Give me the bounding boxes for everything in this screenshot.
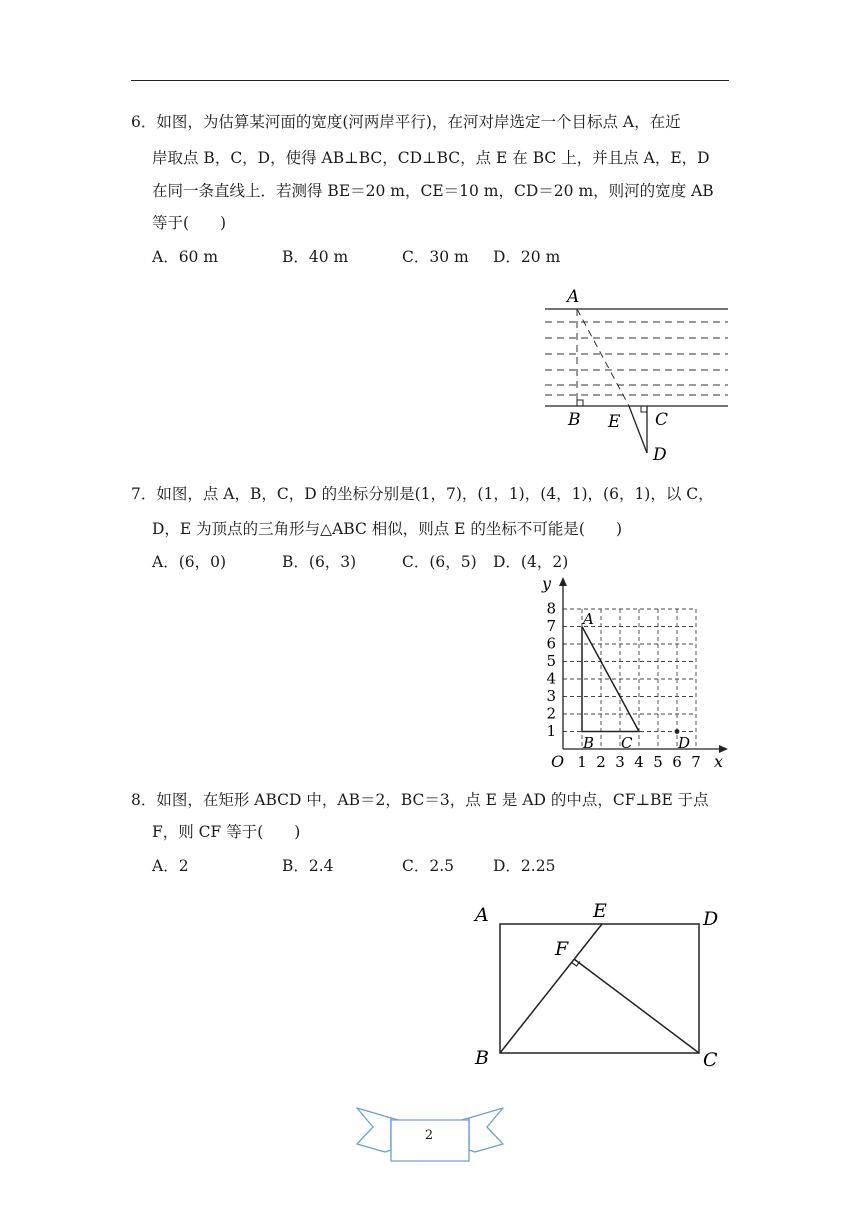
q6-label-a: A xyxy=(567,287,580,307)
q8-option-c[interactable]: C．2.5 xyxy=(402,857,455,875)
q7-y-tick: 6 xyxy=(546,634,556,653)
q7-x-axis-label: x xyxy=(714,752,724,771)
q7-option-b[interactable]: B．(6，3) xyxy=(282,553,357,571)
q7-x-tick: 1 xyxy=(577,753,587,771)
q6-line-2: 岸取点 B，C，D，使得 AB⊥BC，CD⊥BC，点 E 在 BC 上，并且点 A，E，D xyxy=(152,149,710,167)
q6-label-d: D xyxy=(653,445,667,465)
q7-line-1: 7．如图，点 A，B，C，D 的坐标分别是(1，7)，(1，1)，(4，1)，(6，1)，以 C， xyxy=(131,485,714,503)
q8-label-f: F xyxy=(555,938,569,960)
q7-y-tick: 1 xyxy=(546,722,556,740)
q8-rectangle-figure xyxy=(465,893,730,1078)
q8-option-d[interactable]: D．2.25 xyxy=(493,857,556,875)
q6-option-c[interactable]: C．30 m xyxy=(402,248,469,266)
q7-x-tick: 5 xyxy=(653,753,663,771)
q6-label-c: C xyxy=(655,410,669,430)
q6-label-e: E xyxy=(608,412,621,432)
page-number: 2 xyxy=(424,1128,434,1143)
q7-x-tick: 7 xyxy=(691,753,701,771)
q8-label-c: C xyxy=(703,1049,718,1071)
q8-label-a: A xyxy=(475,904,489,926)
q7-option-a[interactable]: A．(6，0) xyxy=(152,553,227,571)
q7-y-axis-label: y xyxy=(542,574,552,593)
q7-y-tick: 4 xyxy=(546,669,556,688)
q8-label-b: B xyxy=(475,1047,489,1069)
q7-y-tick: 7 xyxy=(546,617,556,635)
q7-label-c: C xyxy=(621,734,633,752)
q8-label-e: E xyxy=(593,900,607,922)
q7-label-d: D xyxy=(678,734,691,752)
q6-label-b: B xyxy=(568,410,581,430)
header-rule xyxy=(131,80,729,81)
q6-line-1: 6．如图，为估算某河面的宽度(河两岸平行)，在河对岸选定一个目标点 A，在近 xyxy=(131,113,681,131)
q7-y-tick: 3 xyxy=(546,687,556,705)
q7-origin-label: O xyxy=(551,752,565,771)
q7-y-tick: 8 xyxy=(546,599,556,618)
q7-label-b: B xyxy=(583,734,595,752)
q7-option-c[interactable]: C．(6，5) xyxy=(402,553,477,571)
q7-coordinate-figure xyxy=(540,572,740,777)
q7-x-tick: 4 xyxy=(634,753,644,771)
q8-option-a[interactable]: A．2 xyxy=(152,857,189,875)
q7-x-tick: 3 xyxy=(615,753,625,771)
q8-line-2: F，则 CF 等于( ) xyxy=(152,823,301,841)
q6-option-b[interactable]: B．40 m xyxy=(282,248,349,266)
q6-line-3: 在同一条直线上．若测得 BE＝20 m，CE＝10 m，CD＝20 m，则河的宽度 AB xyxy=(152,182,714,200)
q7-x-tick: 2 xyxy=(596,753,606,771)
q8-line-1: 8．如图，在矩形 ABCD 中，AB＝2，BC＝3，点 E 是 AD 的中点，CF⊥BE 于点 xyxy=(131,791,709,809)
q7-y-tick: 2 xyxy=(546,704,556,723)
q8-label-d: D xyxy=(703,908,719,930)
q6-option-d[interactable]: D．20 m xyxy=(493,248,561,266)
q7-line-2: D，E 为顶点的三角形与△ABC 相似，则点 E 的坐标不可能是( ) xyxy=(152,520,623,538)
q6-river-figure xyxy=(540,283,735,468)
q6-line-4: 等于( ) xyxy=(152,214,227,232)
q7-y-tick: 5 xyxy=(546,652,556,670)
q7-x-tick: 6 xyxy=(672,753,682,771)
q8-option-b[interactable]: B．2.4 xyxy=(282,857,334,875)
q7-label-a: A xyxy=(583,610,594,628)
q7-option-d[interactable]: D．(4，2) xyxy=(493,553,569,571)
q6-option-a[interactable]: A．60 m xyxy=(152,248,219,266)
